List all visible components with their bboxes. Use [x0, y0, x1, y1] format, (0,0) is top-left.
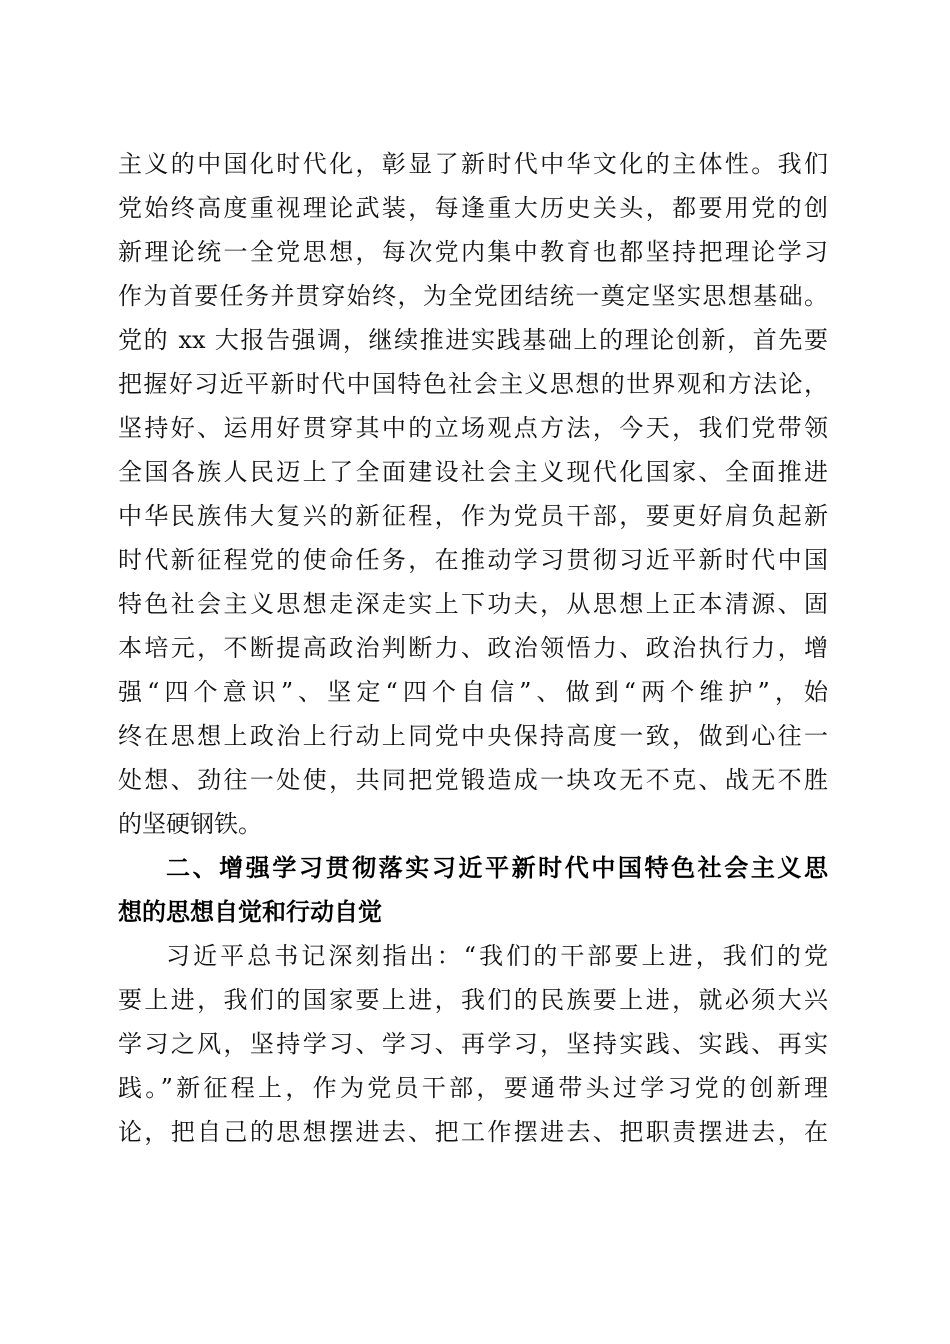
body-paragraph — [118, 142, 828, 846]
text-line: 特色社会主义思想走深走实上下功夫，从思想上正本清源、固 — [118, 590, 828, 618]
text-line: 新理论统一全党思想，每次党内集中教育也都坚持把理论学习 — [118, 238, 828, 266]
text-line: 习近平总书记深刻指出：“我们的干部要上进，我们的党 — [166, 942, 828, 970]
text-line: 终在思想上政治上行动上同党中央保持高度一致，做到心往一 — [118, 722, 828, 750]
text-line: 的坚硬钢铁。 — [118, 810, 262, 838]
text-line: 学习之风，坚持学习、学习、再学习，坚持实践、实践、再实 — [118, 1030, 828, 1058]
text-line: 把握好习近平新时代中国特色社会主义思想的世界观和方法论， — [118, 370, 828, 398]
text-line: 论，把自己的思想摆进去、把工作摆进去、把职责摆进去，在 — [118, 1118, 828, 1146]
text-line: 主义的中国化时代化，彰显了新时代中华文化的主体性。我们 — [118, 150, 828, 178]
text-line: 时代新征程党的使命任务，在推动学习贯彻习近平新时代中国 — [118, 546, 828, 574]
heading-line: 二、增强学习贯彻落实习近平新时代中国特色社会主义思 — [166, 854, 828, 882]
text-line: 作为首要任务并贯穿始终，为全党团结统一奠定坚实思想基础。 — [118, 282, 828, 310]
text-line: 中华民族伟大复兴的新征程，作为党员干部，要更好肩负起新 — [118, 502, 828, 530]
text-line: 坚持好、运用好贯穿其中的立场观点方法，今天，我们党带领 — [118, 414, 828, 442]
heading-line: 想的思想自觉和行动自觉 — [118, 898, 382, 926]
text-line: 党始终高度重视理论武装，每逢重大历史关头，都要用党的创 — [118, 194, 828, 222]
text-line: 要上进，我们的国家要上进，我们的民族要上进，就必须大兴 — [118, 986, 828, 1014]
body-paragraph — [118, 934, 828, 1154]
text-line: 全国各族人民迈上了全面建设社会主义现代化国家、全面推进 — [118, 458, 828, 486]
text-line: 党的 xx 大报告强调，继续推进实践基础上的理论创新，首先要 — [118, 326, 828, 354]
text-line: 本培元，不断提高政治判断力、政治领悟力、政治执行力，增 — [118, 634, 828, 662]
section-heading — [118, 846, 828, 934]
text-line: 强“四个意识”、坚定“四个自信”、做到“两个维护”，始 — [118, 678, 828, 706]
text-line: 践。”新征程上，作为党员干部，要通带头过学习党的创新理 — [118, 1074, 828, 1102]
text-line: 处想、劲往一处使，共同把党锻造成一块攻无不克、战无不胜 — [118, 766, 828, 794]
document-body — [118, 142, 828, 1154]
